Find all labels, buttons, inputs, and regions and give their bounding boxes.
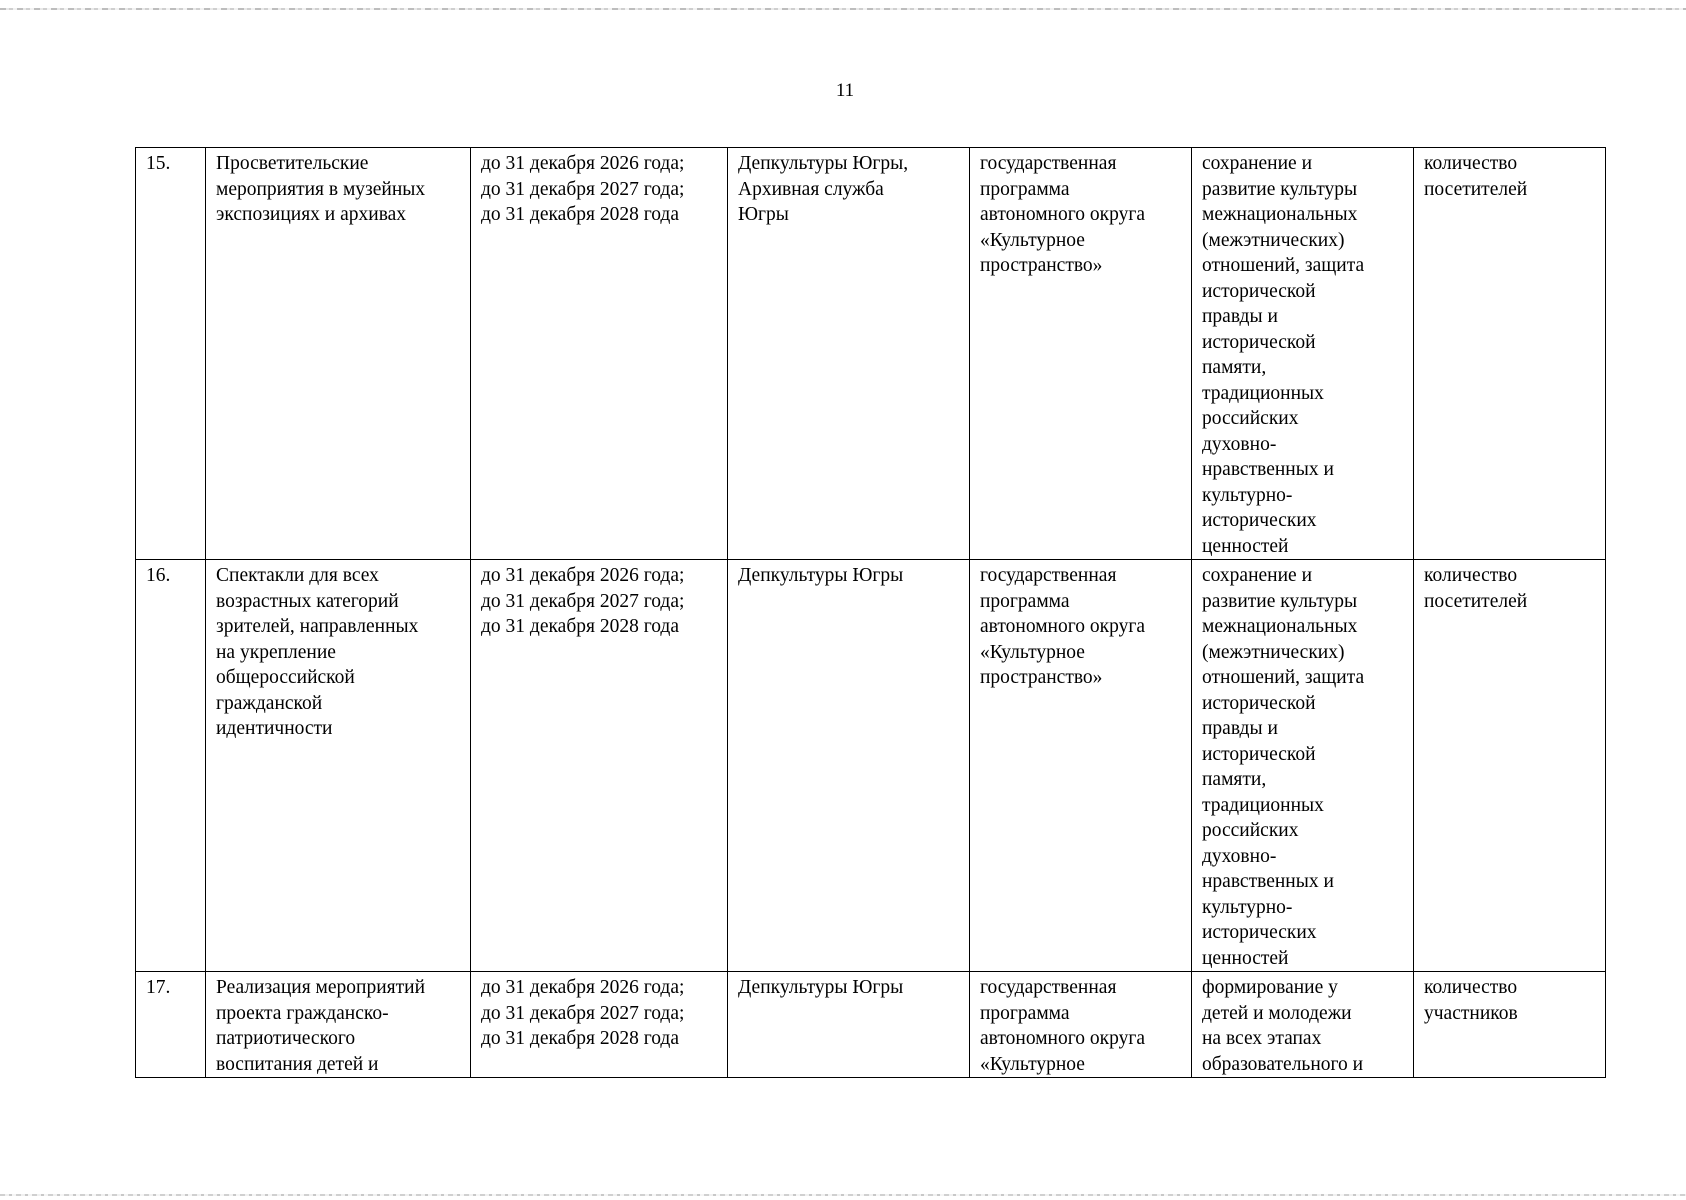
cell-goal: сохранение и развитие культуры межнациональных (межэтнических) отношений, защита исторической правды и исторической памяти, традиционных российских духовно- нравственных и культурно- исторических ценностей (1192, 560, 1414, 972)
cell-number: 15. (136, 148, 206, 560)
cell-number: 16. (136, 560, 206, 972)
cell-goal: формирование у детей и молодежи на всех этапах образовательного и (1192, 972, 1414, 1078)
cell-goal: сохранение и развитие культуры межнациональных (межэтнических) отношений, защита исторической правды и исторической памяти, традиционных российских духовно- нравственных и культурно- исторических ценностей (1192, 148, 1414, 560)
page-number: 11 (835, 80, 855, 101)
cell-funding-source: государственная программа автономного округа «Культурное пространство» (970, 148, 1192, 560)
cell-number: 17. (136, 972, 206, 1078)
cell-indicator: количество участников (1414, 972, 1606, 1078)
cell-event: Реализация мероприятий проекта гражданско- патриотического воспитания детей и (206, 972, 471, 1078)
plan-table (135, 147, 1606, 1078)
cell-deadline: до 31 декабря 2026 года; до 31 декабря 2027 года; до 31 декабря 2028 года (471, 972, 728, 1078)
table-row (136, 148, 1606, 560)
table-row (136, 560, 1606, 972)
cell-funding-source: государственная программа автономного округа «Культурное (970, 972, 1192, 1078)
cell-event: Просветительские мероприятия в музейных экспозициях и архивах (206, 148, 471, 560)
cell-deadline: до 31 декабря 2026 года; до 31 декабря 2027 года; до 31 декабря 2028 года (471, 560, 728, 972)
table-row (136, 972, 1606, 1078)
cell-executor: Депкультуры Югры, Архивная служба Югры (728, 148, 970, 560)
cell-indicator: количество посетителей (1414, 560, 1606, 972)
cell-executor: Депкультуры Югры (728, 972, 970, 1078)
scan-edge-bottom (0, 1194, 1686, 1196)
scan-edge-top (0, 8, 1686, 10)
cell-executor: Депкультуры Югры (728, 560, 970, 972)
cell-indicator: количество посетителей (1414, 148, 1606, 560)
cell-event: Спектакли для всех возрастных категорий зрителей, направленных на укрепление общероссийской гражданской идентичности (206, 560, 471, 972)
cell-funding-source: государственная программа автономного округа «Культурное пространство» (970, 560, 1192, 972)
cell-deadline: до 31 декабря 2026 года; до 31 декабря 2027 года; до 31 декабря 2028 года (471, 148, 728, 560)
